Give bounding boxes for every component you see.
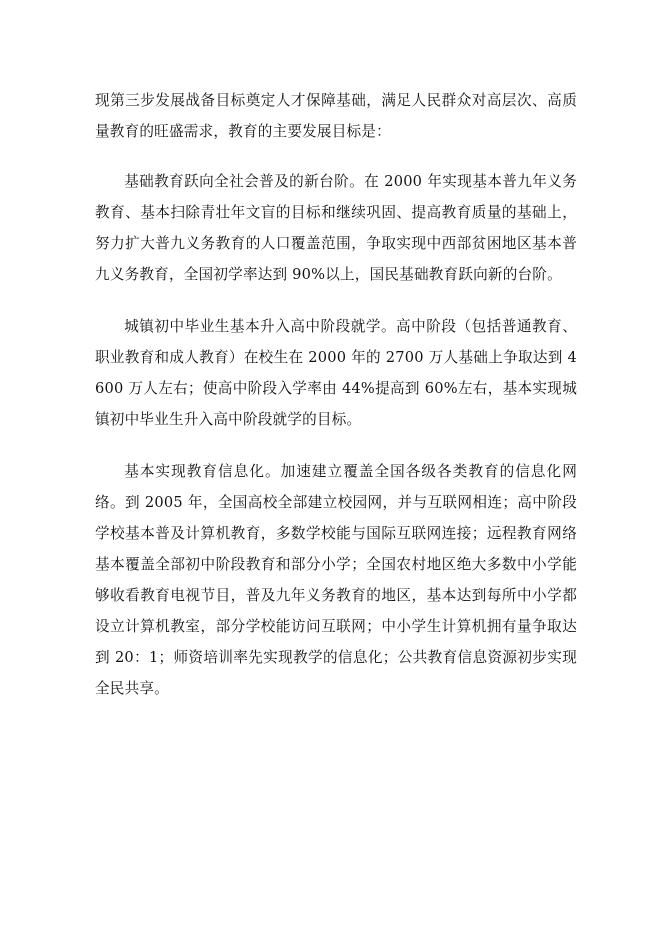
paragraph-high-school: 城镇初中毕业生基本升入高中阶段就学。高中阶段（包括普通教育、职业教育和成人教育）在校生在 2000 年的 2700 万人基础上争取达到 4600 万人左右；使高中阶段入学率由 44%提高到 60%左右，基本实现城镇初中毕业生升入高中阶段就学的目标。	[95, 318, 577, 428]
document-body	[95, 85, 577, 704]
paragraph-informatization: 基本实现教育信息化。加速建立覆盖全国各级各类教育的信息化网络。到 2005 年，全国高校全部建立校园网，并与互联网相连；高中阶段学校基本普及计算机教育，多数学校能与国际互联网连接；远程教育网络基本覆盖全部初中阶段教育和部分小学；全国农村地区绝大多数中小学能够收看教育电视节目，普及九年义务教育的地区，基本达到每所中小学都设立计算机教室，部分学校能访问互联网；中小学生计算机拥有量争取达到 20：1；师资培训率先实现教学的信息化；公共教育信息资源初步实现全民共享。	[95, 463, 577, 697]
paragraph-basic-education: 基础教育跃向全社会普及的新台阶。在 2000 年实现基本普九年义务教育、基本扫除青壮年文盲的目标和继续巩固、提高教育质量的基础上，努力扩大普九义务教育的人口覆盖范围，争取实现中西部贫困地区基本普九义务教育，全国初学率达到 90%以上，国民基础教育跃向新的台阶。	[95, 173, 577, 283]
paragraph-intro-continuation: 现第三步发展战备目标奠定人才保障基础，满足人民群众对高层次、高质量教育的旺盛需求，教育的主要发展目标是：	[95, 92, 577, 140]
